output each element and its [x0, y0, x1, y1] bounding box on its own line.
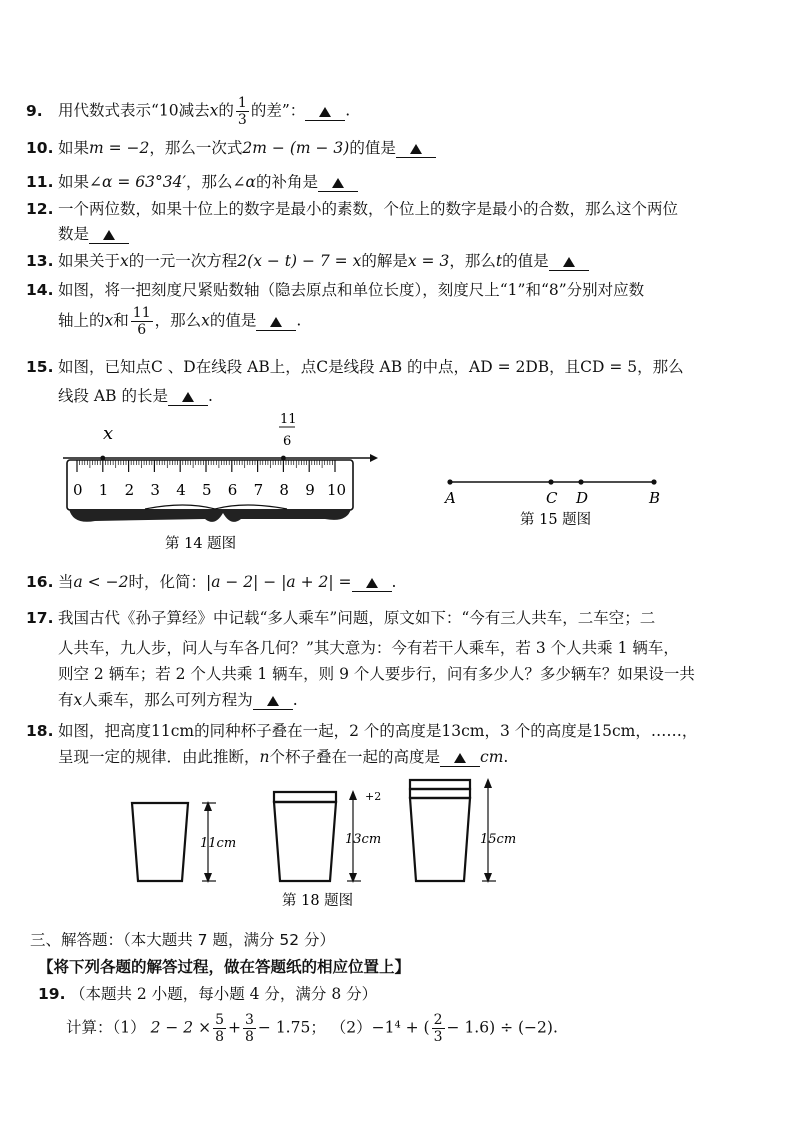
fraction: $\frac{3}{8}$ [244, 1012, 254, 1045]
ruler-tick-label: 9 [305, 481, 315, 499]
point-C [548, 479, 553, 484]
question-16: 16. 当a < −2时，化简：|a − 2| − |a + 2| = . [26, 573, 397, 591]
triangle-icon [319, 107, 331, 117]
cup-single [132, 803, 188, 881]
ruler-tick-label: 5 [202, 481, 212, 499]
ruler-shadow [69, 509, 351, 522]
question-10: 10. 如果m = −2，那么一次式2m − (m − 3)的值是 [26, 136, 436, 158]
ruler-tick-label: 8 [279, 481, 289, 499]
question-9: 9. 用代数式表示“10减去x的 $\frac{1}{3}$ 的差”： . [26, 95, 351, 128]
answer-blank[interactable] [352, 573, 392, 592]
question-17-line4: 有x人乘车，那么可列方程为 . [58, 691, 298, 709]
point-A [447, 479, 452, 484]
ruler-tick-label: 4 [176, 481, 186, 499]
segment-points [443, 479, 660, 507]
point-label-A: A [445, 489, 456, 507]
question-18-line2: 呈现一定的规律．由此推断，n个杯子叠在一起的高度是 cm. [58, 748, 509, 766]
question-number: 9. [26, 101, 43, 120]
fraction: $\frac{2}{3}$ [433, 1012, 443, 1045]
axis-arrow-icon [370, 454, 378, 462]
question-12-line2: 数是 [58, 222, 129, 244]
cup-stack-2 [274, 802, 336, 881]
point-B [651, 479, 656, 484]
ruler-tick-label: 10 [327, 481, 347, 499]
cup-rim-top [274, 792, 336, 802]
question-11: 11. 如果∠α = 63°34′，那么∠α的补角是 [26, 170, 358, 192]
height-label-1: 11cm [200, 836, 237, 851]
frac-denominator: 6 [283, 434, 292, 449]
answer-blank[interactable] [256, 312, 296, 331]
fraction: $\frac{5}{8}$ [215, 1012, 224, 1045]
figure-18-caption: 第 18 题图 [282, 893, 354, 909]
question-14-line2: 轴上的x和 $\frac{11}{6}$ ，那么x的值是 . [58, 305, 302, 338]
point-label-D: D [576, 489, 589, 507]
section-3-note: 【将下列各题的解答过程，做在答题纸的相应位置上】 [38, 958, 411, 976]
ruler-tick-label: 1 [98, 481, 109, 499]
triangle-icon [366, 578, 378, 588]
question-17-line2: 人共车，九人步，问人与车各几何？”其大意为：今有若干人乘车，若 3 个人共乘 1 辆车， [58, 639, 679, 657]
question-17: 17. 我国古代《孙子算经》中记载“多人乘车”问题，原文如下：“今有三人共车，二车空；二 [26, 609, 656, 627]
answer-blank[interactable] [440, 748, 480, 767]
question-12: 12. 一个两位数，如果十位上的数字是最小的素数，个位上的数字是最小的合数，那么这个两位 [26, 200, 679, 218]
figure-15-caption: 第 15 题图 [520, 512, 592, 528]
height-label-2: 13cm [345, 832, 382, 847]
answer-blank[interactable] [168, 387, 208, 406]
figure-15-segment [440, 470, 680, 530]
question-15-line2: 线段 AB 的长是 . [58, 387, 213, 405]
eleven-sixths-point [281, 456, 286, 461]
cup-rim-1 [410, 780, 470, 789]
ruler-tick-label: 3 [150, 481, 160, 499]
figure-14-caption: 第 14 题图 [165, 536, 237, 552]
frac-numerator: 11 [280, 412, 297, 427]
question-19: 19. （本题共 2 小题，每小题 4 分，满分 8 分） [38, 985, 378, 1003]
triangle-icon [410, 144, 422, 154]
point-label-C: C [546, 489, 558, 507]
ruler-tick-label: 7 [253, 481, 264, 499]
arrow-up-icon [349, 790, 357, 800]
arrow-up-icon [484, 778, 492, 788]
question-18: 18. 如图，把高度11cm的同种杯子叠在一起，2 个的高度是13cm，3 个的高度是15cm，……， [26, 722, 698, 740]
cup-rim-2 [410, 789, 470, 798]
fraction: $\frac{1}{3}$ [237, 95, 247, 128]
question-15: 15. 如图，已知点C 、D在线段 AB上，点C是线段 AB 的中点，AD = 2DB，且CD = 5，那么 [26, 358, 684, 376]
section-3-title: 三、解答题：（本大题共 7 题，满分 52 分） [30, 931, 336, 949]
triangle-icon [563, 257, 575, 267]
x-label: x [103, 423, 114, 444]
figure-18-cups [120, 775, 520, 915]
triangle-icon [182, 392, 194, 402]
increment-note: +2 [365, 790, 382, 803]
answer-blank[interactable] [396, 139, 436, 158]
triangle-icon [103, 230, 115, 240]
answer-blank[interactable] [549, 252, 589, 271]
triangle-icon [332, 178, 344, 188]
ruler-tick-label: 6 [227, 481, 238, 499]
answer-blank[interactable] [253, 691, 293, 710]
question-14: 14. 如图，将一把刻度尺紧贴数轴（隐去原点和单位长度），刻度尺上“1”和“8”分别对应数 [26, 281, 645, 299]
triangle-icon [270, 317, 282, 327]
triangle-icon [267, 696, 279, 706]
answer-blank[interactable] [89, 225, 129, 244]
x-point [100, 456, 105, 461]
fraction: $\frac{11}{6}$ [132, 305, 151, 338]
cup-stack-3 [410, 798, 470, 881]
triangle-icon [454, 753, 466, 763]
answer-blank[interactable] [318, 173, 358, 192]
point-label-B: B [649, 489, 661, 507]
figure-14-ruler [55, 405, 385, 555]
ruler-tick-label: 2 [124, 481, 135, 499]
ruler-tick-label: 0 [73, 481, 83, 499]
question-19-expressions: 计算：（1） 2 − 2 × $\frac{5}{8}$ + $\frac{3}{8}$ − 1.75； （2）−1⁴ + ( $\frac{2}{3}$ − 1.6) ÷ (−2). [66, 1012, 558, 1045]
point-D [578, 479, 583, 484]
answer-blank[interactable] [305, 102, 345, 121]
question-17-line3: 则空 2 辆车；若 2 个人共乘 1 辆车，则 9 个人要步行，问有多少人？多少辆车？如果设一共 [58, 665, 695, 683]
question-13: 13. 如果关于x的一元一次方程2(x − t) − 7 = x的解是x = 3，那么t的值是 [26, 249, 589, 271]
height-label-3: 15cm [480, 832, 517, 847]
